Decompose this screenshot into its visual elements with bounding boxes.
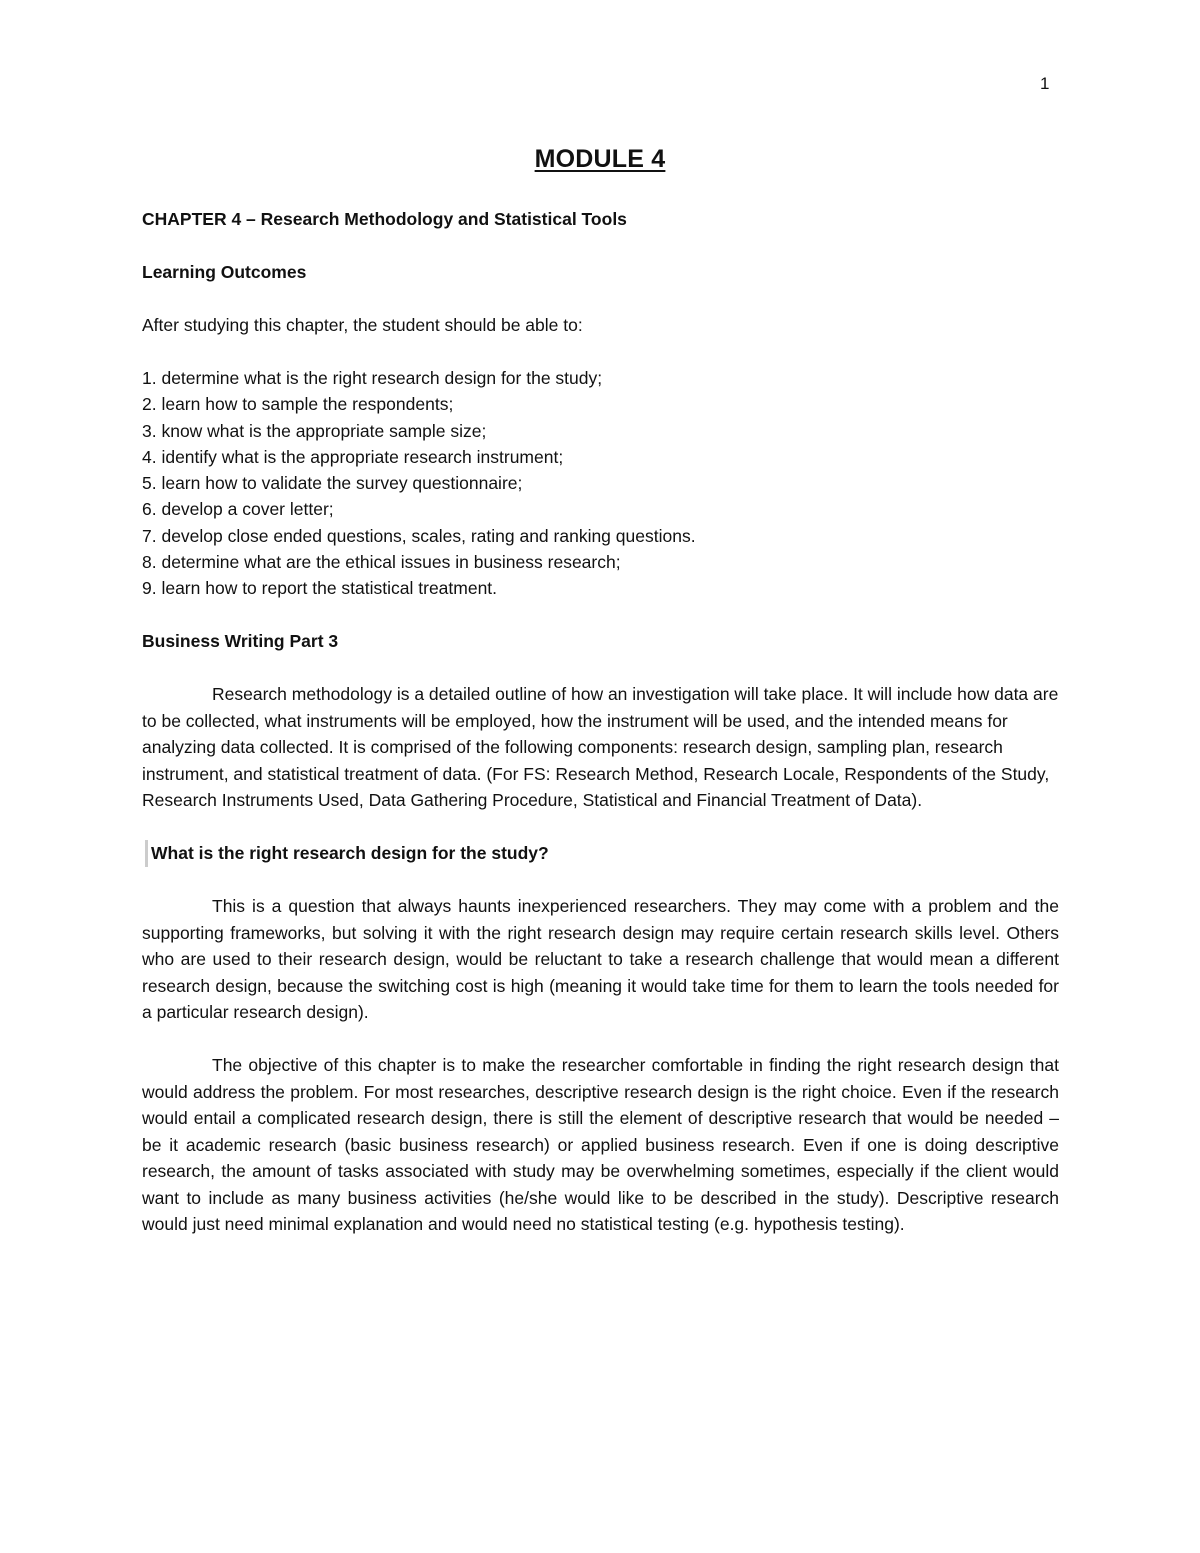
list-item: 1. determine what is the right research design for the study; xyxy=(142,368,603,388)
list-item: 4. identify what is the appropriate research instrument; xyxy=(142,446,564,467)
business-writing-paragraph: Research methodology is a detailed outline of how an investigation will take place. It will include how data are to be collected, what instruments will be employed, how the instrument will be used, and the intended means for analyzing data collected. It is comprised of the following components: research design, sampling plan, research instrument, and statistical treatment of data. (For FS: Research Method, Research Locale, Respondents of the Study, Research Instruments Used, Data Gathering Procedure, Statistical and Financial Treatment of Data). xyxy=(142,684,1059,811)
document-body xyxy=(142,206,1059,1238)
learning-outcomes-heading: Learning Outcomes xyxy=(142,262,307,282)
learning-outcomes-intro: After studying this chapter, the student should be able to: xyxy=(142,315,583,335)
list-item: 5. learn how to validate the survey questionnaire; xyxy=(142,473,523,494)
list-item: 3. know what is the appropriate sample size; xyxy=(142,420,487,441)
list-item: 2. learn how to sample the respondents; xyxy=(142,394,454,415)
page-number: 1 xyxy=(1040,74,1050,93)
business-writing-heading: Business Writing Part 3 xyxy=(142,631,339,652)
list-item: 9. learn how to report the statistical treatment. xyxy=(142,578,498,599)
research-design-paragraph-1: This is a question that always haunts inexperienced researchers. They may come with a problem and the supporting frameworks, but solving it with the right research design may require certain research skills level. Others who are used to their research design, would be reluctant to take a research challenge that would mean a different research design, because the switching cost is high (meaning it would take time for them to learn the tools needed for a particular research design). xyxy=(142,896,1059,1023)
research-design-paragraph-2: The objective of this chapter is to make the researcher comfortable in finding the right research design that would address the problem. For most researches, descriptive research design is the right choice. Even if the research would entail a complicated research design, there is still the element of descriptive research that would be needed – be it academic research (basic business research) or applied business research. Even if one is doing descriptive research, the amount of tasks associated with study may be overwhelming sometimes, especially if the client would want to include as many business activities (he/she would like to be described in the study). Descriptive research would just need minimal explanation and would need no statistical testing (e.g. hypothesis testing). xyxy=(142,1055,1059,1235)
list-item: 6. develop a cover letter; xyxy=(142,499,334,520)
list-item: 8. determine what are the ethical issues in business research; xyxy=(142,552,621,573)
learning-outcomes-list xyxy=(142,365,1059,602)
research-design-heading-wrap xyxy=(142,840,1059,867)
list-item: 7. develop close ended questions, scales, rating and ranking questions. xyxy=(142,525,696,546)
research-design-heading: What is the right research design for the study? xyxy=(145,840,549,867)
module-title: MODULE 4 xyxy=(534,145,666,173)
chapter-heading: CHAPTER 4 – Research Methodology and Statistical Tools xyxy=(142,209,627,229)
